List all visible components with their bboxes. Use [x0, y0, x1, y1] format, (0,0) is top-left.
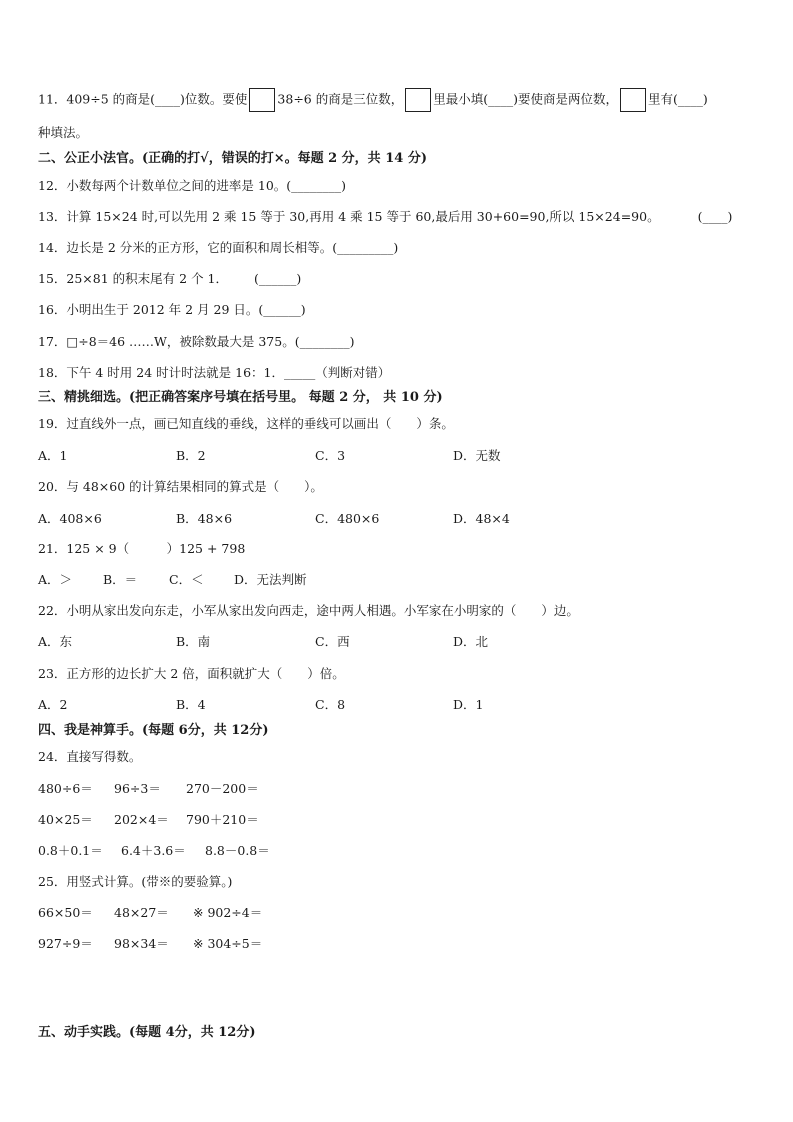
question-20: 20．与 48×60 的计算结果相同的算式是（ ）。 — [38, 479, 323, 494]
q19-option-d[interactable]: D．无数 — [453, 448, 501, 463]
question-18: 18．下午 4 时用 24 时计时法就是 16：1．_____（判断对错） — [38, 365, 391, 380]
calc-item: 790＋210＝ — [186, 812, 259, 827]
question-16: 16．小明出生于 2012 年 2 月 29 日。(______) — [38, 302, 306, 317]
q19-option-b[interactable]: B．2 — [176, 448, 206, 463]
calc-item: ※ 902÷4＝ — [193, 905, 263, 920]
answer-box[interactable] — [620, 88, 646, 112]
q22-option-c[interactable]: C．西 — [315, 634, 350, 649]
answer-box[interactable] — [405, 88, 431, 112]
calc-item: 48×27＝ — [114, 905, 169, 920]
q11-part2: 38÷6 的商是三位数， — [277, 91, 404, 107]
question-25: 25．用竖式计算。(带※的要验算。) — [38, 874, 233, 889]
question-22: 22．小明从家出发向东走，小军从家出发向西走，途中两人相遇。小军家在小明家的（ ）边。 — [38, 603, 579, 618]
q15-text: 15．25×81 的积末尾有 2 个 1． — [38, 271, 228, 286]
q23-option-a[interactable]: A．2 — [38, 697, 68, 712]
calc-item: 480÷6＝ — [38, 781, 93, 796]
q21-option-a[interactable]: A．＞ — [38, 572, 73, 587]
calc-item: 98×34＝ — [114, 936, 169, 951]
question-21: 21．125 × 9（ ）125 + 798 — [38, 541, 246, 556]
question-11 — [38, 88, 708, 112]
q19-option-c[interactable]: C．3 — [315, 448, 346, 463]
section-3-title: 三、精挑细选。(把正确答案序号填在括号里。 每题 2 分， 共 10 分) — [38, 390, 443, 405]
q11-continuation: 种填法。 — [38, 125, 89, 140]
q13-text: 13．计算 15×24 时,可以先用 2 乘 15 等于 30,再用 4 乘 15 等于 60,最后用 30+60=90,所以 15×24=90。 — [38, 209, 660, 224]
calc-item: 270－200＝ — [186, 781, 259, 796]
q21-option-b[interactable]: B．＝ — [103, 572, 138, 587]
q23-option-b[interactable]: B．4 — [176, 697, 206, 712]
q22-option-d[interactable]: D．北 — [453, 634, 489, 649]
answer-box[interactable] — [249, 88, 275, 112]
q21-option-d[interactable]: D．无法判断 — [234, 572, 307, 587]
q13-blank: (____) — [697, 209, 733, 224]
q11-part4: 里有(____) — [648, 91, 708, 107]
section-5-title: 五、动手实践。(每题 4分，共 12分) — [38, 1025, 256, 1040]
section-2-title: 二、公正小法官。(正确的打√，错误的打×。每题 2 分，共 14 分) — [38, 151, 427, 166]
question-23: 23．正方形的边长扩大 2 倍，面积就扩大（ ）倍。 — [38, 666, 345, 681]
calc-item: 0.8＋0.1＝ — [38, 843, 103, 858]
question-15 — [38, 270, 301, 288]
q19-option-a[interactable]: A．1 — [38, 448, 68, 463]
question-24: 24．直接写得数。 — [38, 749, 142, 764]
question-12: 12．小数每两个计数单位之间的进率是 10。(________) — [38, 178, 347, 193]
question-14: 14．边长是 2 分米的正方形，它的面积和周长相等。(_________) — [38, 240, 399, 255]
q21-option-c[interactable]: C．＜ — [169, 572, 204, 587]
q22-option-b[interactable]: B．南 — [176, 634, 211, 649]
calc-item: 927÷9＝ — [38, 936, 93, 951]
q23-option-c[interactable]: C．8 — [315, 697, 346, 712]
q20-option-b[interactable]: B．48×6 — [176, 511, 233, 526]
q20-option-a[interactable]: A．408×6 — [38, 511, 102, 526]
calc-item: ※ 304÷5＝ — [193, 936, 263, 951]
section-4-title: 四、我是神算手。(每题 6分，共 12分) — [38, 723, 269, 738]
q11-part3: 里最小填(____)要使商是两位数， — [433, 91, 618, 107]
calc-item: 96÷3＝ — [114, 781, 161, 796]
question-13 — [38, 208, 732, 226]
question-17: 17．□÷8＝46 ……W，被除数最大是 375。(________) — [38, 334, 355, 349]
q20-option-c[interactable]: C．480×6 — [315, 511, 380, 526]
question-19: 19．过直线外一点，画已知直线的垂线，这样的垂线可以画出（ ）条。 — [38, 416, 454, 431]
q23-option-d[interactable]: D．1 — [453, 697, 484, 712]
calc-item: 40×25＝ — [38, 812, 93, 827]
calc-item: 202×4＝ — [114, 812, 169, 827]
calc-item: 8.8－0.8＝ — [205, 843, 270, 858]
calc-item: 6.4＋3.6＝ — [121, 843, 186, 858]
q11-part1: 11．409÷5 的商是(____)位数。要使 — [38, 91, 248, 107]
calc-item: 66×50＝ — [38, 905, 93, 920]
q22-option-a[interactable]: A．东 — [38, 634, 73, 649]
q20-option-d[interactable]: D．48×4 — [453, 511, 510, 526]
q15-blank: (______) — [254, 271, 302, 286]
